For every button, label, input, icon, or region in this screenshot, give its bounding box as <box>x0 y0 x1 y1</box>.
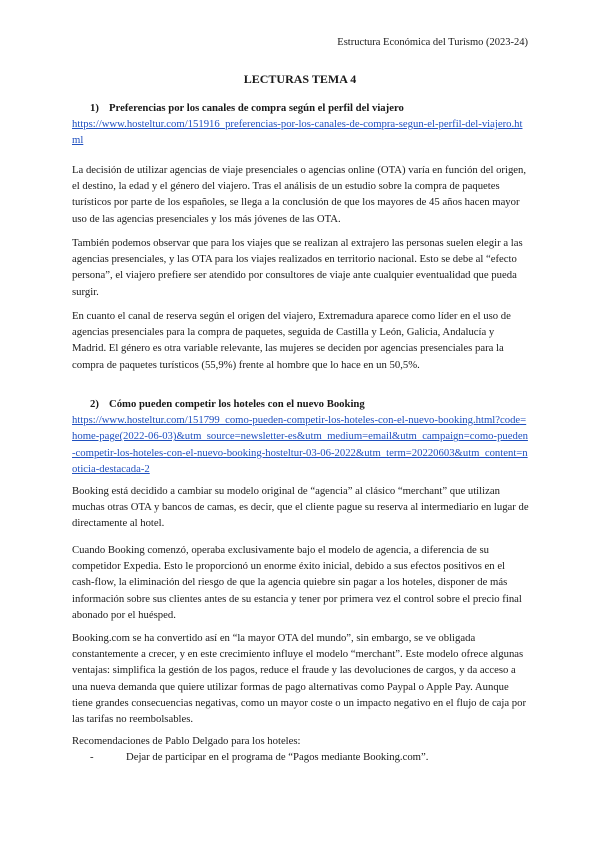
paragraph <box>72 235 530 300</box>
paragraph-text: Booking.com se ha convertido así en “la mayor OTA del mundo”, sin embargo, se ve obligada constantemente a crecer, y en este crecimiento influye el modelo “merchant”. Este modelo ofrece algunas ventajas: simplifica la gestión de los pagos, reduce el fraude y las devoluciones de cargos, y da acceso a una nueva demanda que quiere utilizar formas de pago alternativas como Paypal o Apple Pay. Aunque tiene grandes consecuencias negativas, como un mayor coste o un impacto negativo en el flujo de caja por las tarifas no reembolsables. <box>72 632 527 726</box>
section-2 <box>72 396 530 477</box>
list-bullet: - <box>90 751 94 763</box>
paragraph <box>72 733 530 749</box>
paragraph <box>72 162 530 227</box>
paragraph-text: La decisión de utilizar agencias de viaje presenciales o agencias online (OTA) varía en función del origen, el destino, la edad y el género del viajero. Tras el análisis de un estudio sobre la compra de paquetes turísticos por parte de los españoles, se llega a la conclusión de que los mayores de 45 años hacen mayor uso de las agencias presenciales y los más jóvenes de las OTA. <box>72 164 527 225</box>
section-number: 1) <box>90 102 99 114</box>
section-1-heading <box>72 100 530 116</box>
recommendation-list <box>72 749 530 765</box>
paragraph-text: Recomendaciones de Pablo Delgado para los hoteles: <box>72 735 301 747</box>
list-item <box>90 749 530 765</box>
section-2-heading <box>72 396 530 412</box>
paragraph-text: Cuando Booking comenzó, operaba exclusivamente bajo el modelo de agencia, a diferencia de su competidor Expedia. Esto le proporcionó un enorme éxito inicial, debido a sus efectos positivos en el cash-flow, la eliminación del riesgo de que la agencia quiebre sin pagar a los hoteles, disponer de más información sobre sus clientes antes de su estancia y tener por primera vez el control sobre el precio final abonado por el huésped. <box>72 544 522 621</box>
source-link[interactable]: https://www.hosteltur.com/151916_preferencias-por-los-canales-de-compra-segun-el-perfil-del-viajero.html <box>72 118 523 147</box>
section-number: 2) <box>90 398 99 410</box>
section-1 <box>72 100 530 149</box>
section-title: Cómo pueden competir los hoteles con el nuevo Booking <box>109 398 365 410</box>
running-header: Estructura Económica del Turismo (2023-24) <box>337 37 528 48</box>
paragraph-text: También podemos observar que para los viajes que se realizan al extrajero las personas suelen elegir a las agencias presenciales, y las OTA para los viajes realizados en territorio nacional. Esto se debe al “efecto persona”, el viajero prefiere ser atendido por consultores de viaje ante cualquier eventualidad que pueda surgir. <box>72 237 523 298</box>
paragraph-text: En cuanto el canal de reserva según el origen del viajero, Extremadura aparece como líder en el uso de agencias presenciales para la compra de paquetes, seguida de Castilla y León, Galicia, Andalucía y Madrid. El género es otra variable relevante, las mujeres se deciden por agencias presenciales para la compra de paquetes turísticos (55,9%) frente al hombre que lo hace en un 50,5%. <box>72 310 511 371</box>
paragraph <box>72 308 530 373</box>
paragraph <box>72 630 530 727</box>
list-item-text: Dejar de participar en el programa de “Pagos mediante Booking.com”. <box>126 751 429 763</box>
paragraph-text: Booking está decidido a cambiar su modelo original de “agencia” al clásico “merchant” que utilizan muchas otras OTA y bancos de camas, es decir, que el cliente pague su reserva al intermediario en lugar de directamente al hotel. <box>72 485 529 530</box>
page-title: LECTURAS TEMA 4 <box>243 72 357 86</box>
paragraph <box>72 483 530 532</box>
source-link[interactable]: https://www.hosteltur.com/151799_como-pueden-competir-los-hoteles-con-el-nuevo-booking.html?code=home-page(2022-06-03)&utm_source=newsletter-es&utm_medium=email&utm_campaign=como-pueden-competir-los-hoteles-con-el-nuevo-booking-hosteltur-03-06-2022&utm_term=20220603&utm_content=noticia-destacada-2 <box>72 414 528 475</box>
paragraph <box>72 542 530 623</box>
section-title: Preferencias por los canales de compra según el perfil del viajero <box>109 102 404 114</box>
